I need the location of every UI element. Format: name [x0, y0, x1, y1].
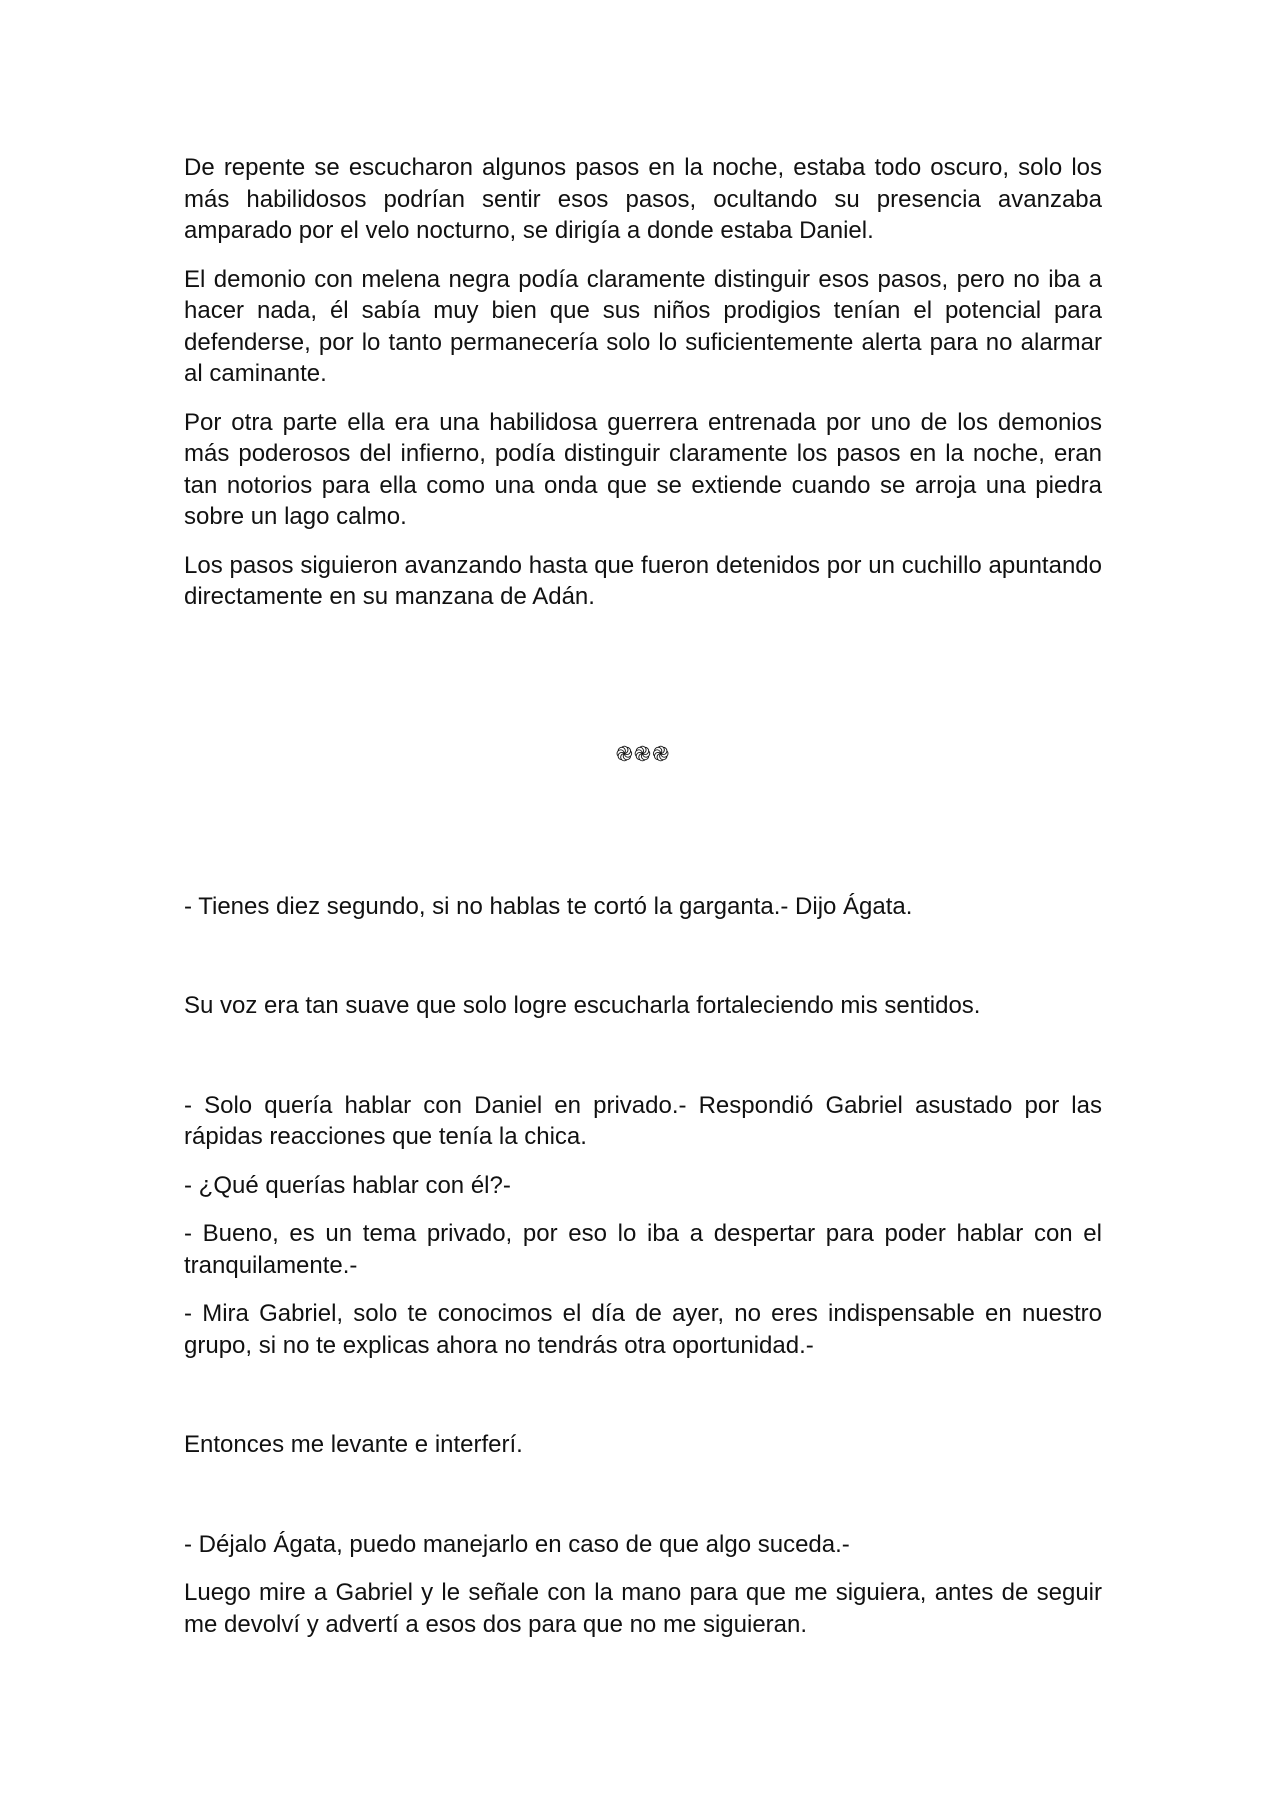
paragraph-knife: Los pasos siguieron avanzando hasta que fueron detenidos por un cuchillo apuntando directamente en su manzana de Adán.	[184, 551, 1102, 610]
section-spacer	[184, 768, 1102, 891]
paragraph-interfere: Entonces me levante e interferí.	[184, 1431, 523, 1458]
paragraph-demon: El demonio con melena negra podía claramente distinguir esos pasos, pero no iba a hacer nada, él sabía muy bien que sus niños prodigios tenían el potencial para defenderse, por lo tanto permanecería solo lo suficientemente alerta para no alarmar al caminante.	[184, 265, 1102, 387]
dialogue-agata-warning: - Mira Gabriel, solo te conocimos el día de ayer, no eres indispensable en nuestro grupo, si no te explicas ahora no tendrás otra oportunidad.-	[184, 1300, 1102, 1359]
dialogue-daniel-reassure: - Déjalo Ágata, puedo manejarlo en caso de que algo suceda.-	[184, 1530, 850, 1558]
dialogue-gabriel-reply: - Solo quería hablar con Daniel en privado.- Respondió Gabriel asustado por las rápidas reacciones que tenía la chica.	[184, 1091, 1102, 1150]
paragraph-spacer	[184, 1039, 1102, 1090]
paragraph-warrior: Por otra parte ella era una habilidosa guerrera entrenada por uno de los demonios más poderosos del infierno, podía distinguir claramente los pasos en la noche, eran tan notorios para ella como una onda que se extiende cuando se arroja una piedra sobre un lago calmo.	[184, 408, 1102, 530]
paragraph-footsteps: De repente se escucharon algunos pasos en la noche, estaba todo oscuro, solo los más habilidosos podrían sentir esos pasos, ocultando su presencia avanzaba amparado por el velo nocturno, se dirigía a donde estaba Daniel.	[184, 154, 1102, 244]
section-spacer	[184, 630, 1102, 740]
dialogue-agata-question: - ¿Qué querías hablar con él?-	[184, 1171, 511, 1199]
dialogue-gabriel-private: - Bueno, es un tema privado, por eso lo iba a despertar para poder hablar con el tranquilamente.-	[184, 1220, 1102, 1279]
paragraph-spacer	[184, 1478, 1102, 1529]
paragraph-follow-me: Luego mire a Gabriel y le señale con la mano para que me siguiera, antes de seguir me devolví y advertí a esos dos para que no me siguieran.	[184, 1579, 1102, 1638]
paragraph-spacer	[184, 939, 1102, 990]
paragraph-spacer	[184, 1378, 1102, 1429]
section-break-ornament: ֎֎֎	[615, 741, 671, 766]
document-page	[184, 152, 1102, 1657]
dialogue-agata-threat: - Tienes diez segundo, si no hablas te cortó la garganta.- Dijo Ágata.	[184, 892, 913, 920]
paragraph-soft-voice: Su voz era tan suave que solo logre escucharla fortaleciendo mis sentidos.	[184, 992, 981, 1019]
